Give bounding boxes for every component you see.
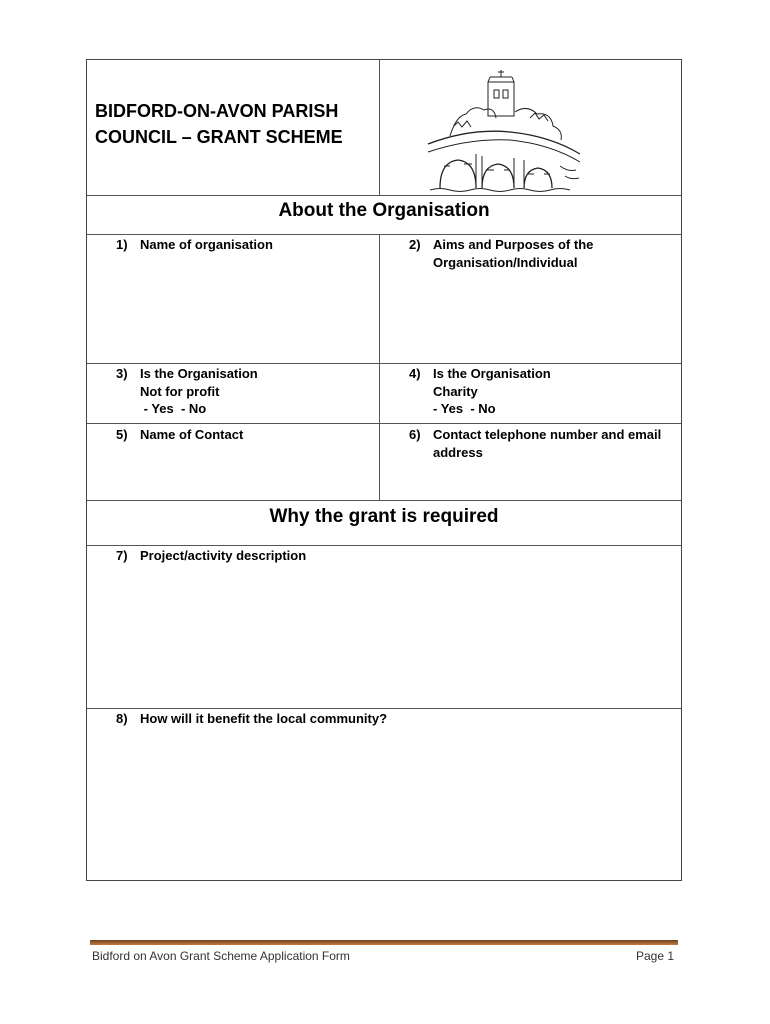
rule [87, 423, 681, 424]
question-label: Not for profit [140, 383, 220, 399]
question-label: address [433, 444, 483, 460]
section-heading-about: About the Organisation [278, 200, 490, 221]
rule [87, 708, 681, 709]
page-number: Page 1 [636, 949, 675, 963]
question-number: 2) [409, 237, 421, 252]
form-title-line1: BIDFORD-ON-AVON PARISH [95, 101, 339, 121]
question-label: Project/activity description [140, 548, 307, 563]
section-heading-why: Why the grant is required [269, 506, 499, 527]
question-label: Charity [433, 383, 478, 399]
question-number: 6) [409, 427, 421, 442]
question-label: Is the Organisation [433, 366, 551, 381]
question-label: Organisation/Individual [433, 254, 578, 270]
question-label: Name of Contact [140, 427, 244, 442]
header-divider [379, 60, 380, 195]
rule [87, 234, 681, 235]
question-label: Aims and Purposes of the [433, 237, 594, 252]
question-number: 5) [116, 427, 128, 442]
footer-rule [90, 940, 678, 945]
yes-no-options[interactable]: - Yes - No [140, 401, 207, 416]
grant-form [86, 59, 682, 881]
form-title-line2: COUNCIL – GRANT SCHEME [95, 127, 343, 147]
rule [87, 500, 681, 501]
rule [87, 195, 681, 196]
question-number: 4) [409, 366, 421, 381]
question-label: How will it benefit the local community? [140, 711, 388, 726]
church-bridge-logo [420, 66, 586, 194]
question-label: Is the Organisation [140, 366, 258, 381]
question-label: Name of organisation [140, 237, 273, 252]
rule [87, 545, 681, 546]
question-number: 3) [116, 366, 128, 381]
question-label: Contact telephone number and email [433, 427, 662, 442]
question-number: 1) [116, 237, 128, 252]
column-divider [379, 234, 380, 500]
form-title [95, 98, 343, 150]
footer-title: Bidford on Avon Grant Scheme Application Form [92, 949, 350, 963]
yes-no-options[interactable]: - Yes - No [433, 401, 496, 416]
rule [87, 363, 681, 364]
question-number: 7) [116, 548, 128, 563]
question-number: 8) [116, 711, 128, 726]
